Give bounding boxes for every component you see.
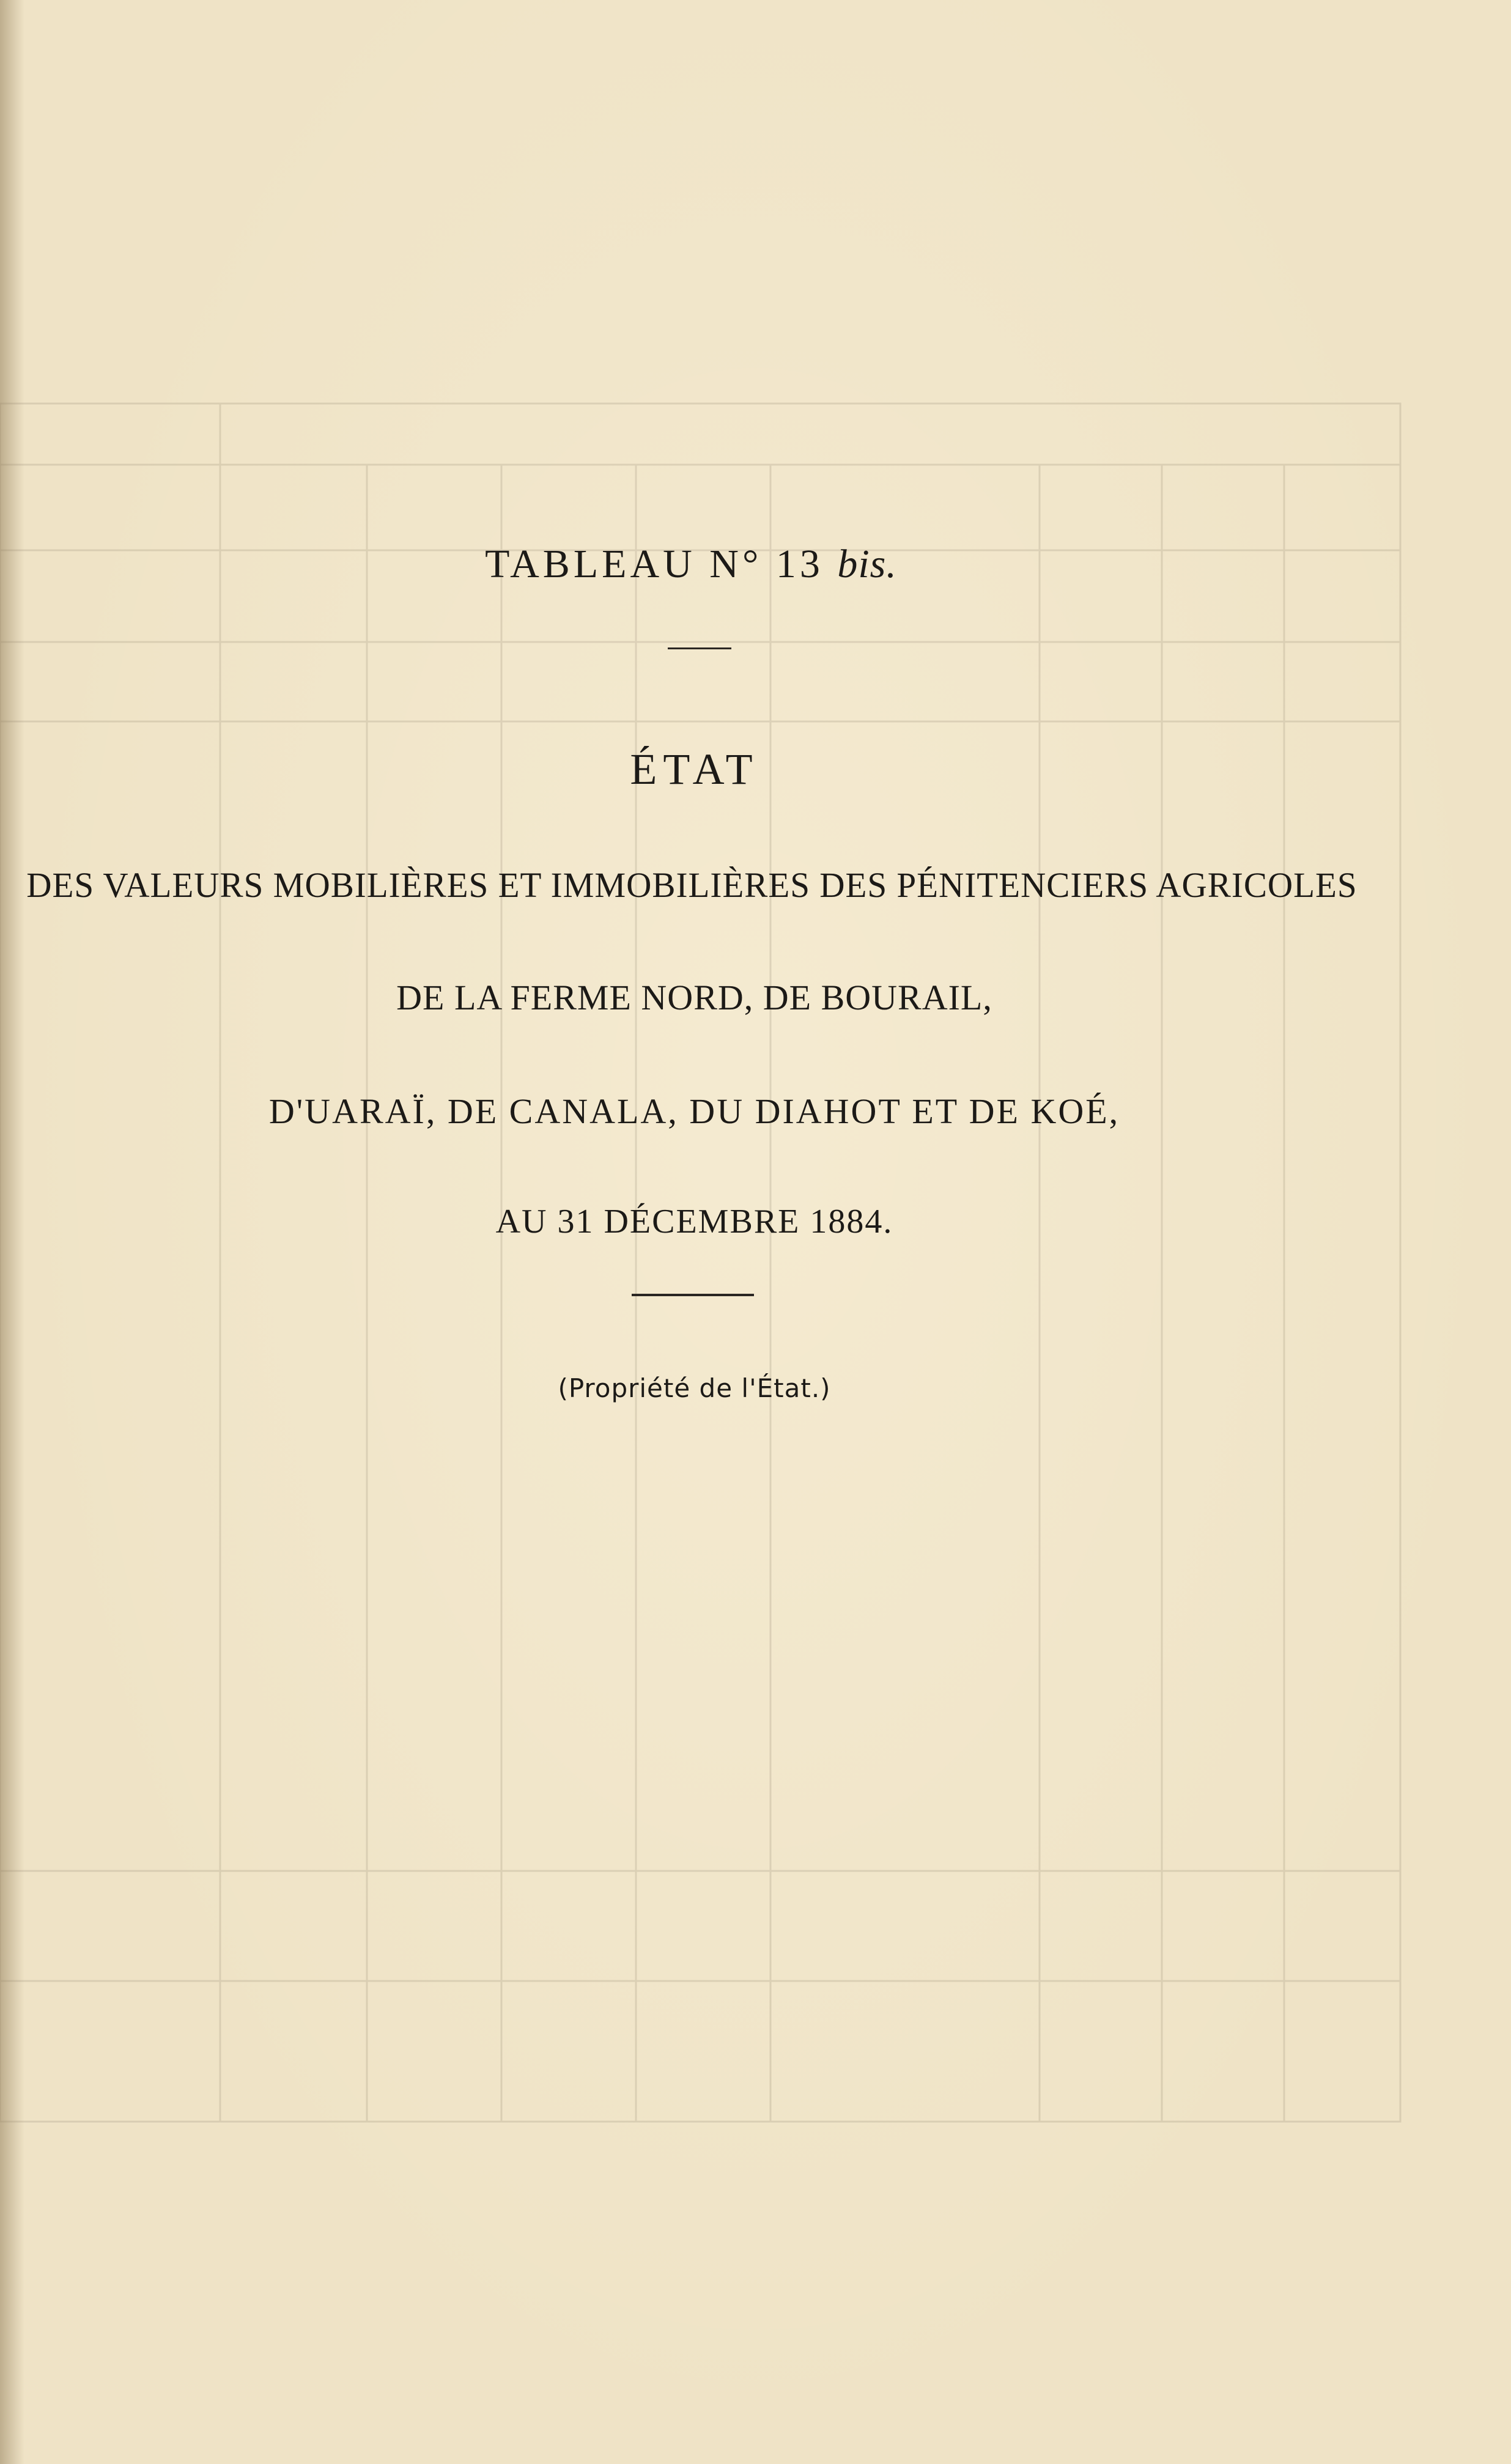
table-number-suffix: bis. — [837, 542, 897, 586]
date-line: AU 31 DÉCEMBRE 1884. — [495, 1203, 893, 1241]
document-heading: ÉTAT — [630, 745, 759, 794]
title-line-3: D'UARAÏ, DE CANALA, DU DIAHOT ET DE KOÉ, — [268, 1091, 1120, 1131]
table-number-label: TABLEAU N° 13 — [485, 542, 824, 586]
separator-rule-top — [668, 647, 731, 649]
table-number — [0, 541, 1382, 588]
title-line-1: DES VALEURS MOBILIÈRES ET IMMOBILIÈRES DES PÉNITENCIERS AGRICOLES — [26, 865, 1358, 905]
title-line-2: DE LA FERME NORD, DE BOURAIL, — [396, 978, 992, 1017]
separator-rule-bottom — [632, 1294, 754, 1296]
ownership-note: (Propriété de l'État.) — [558, 1373, 831, 1403]
